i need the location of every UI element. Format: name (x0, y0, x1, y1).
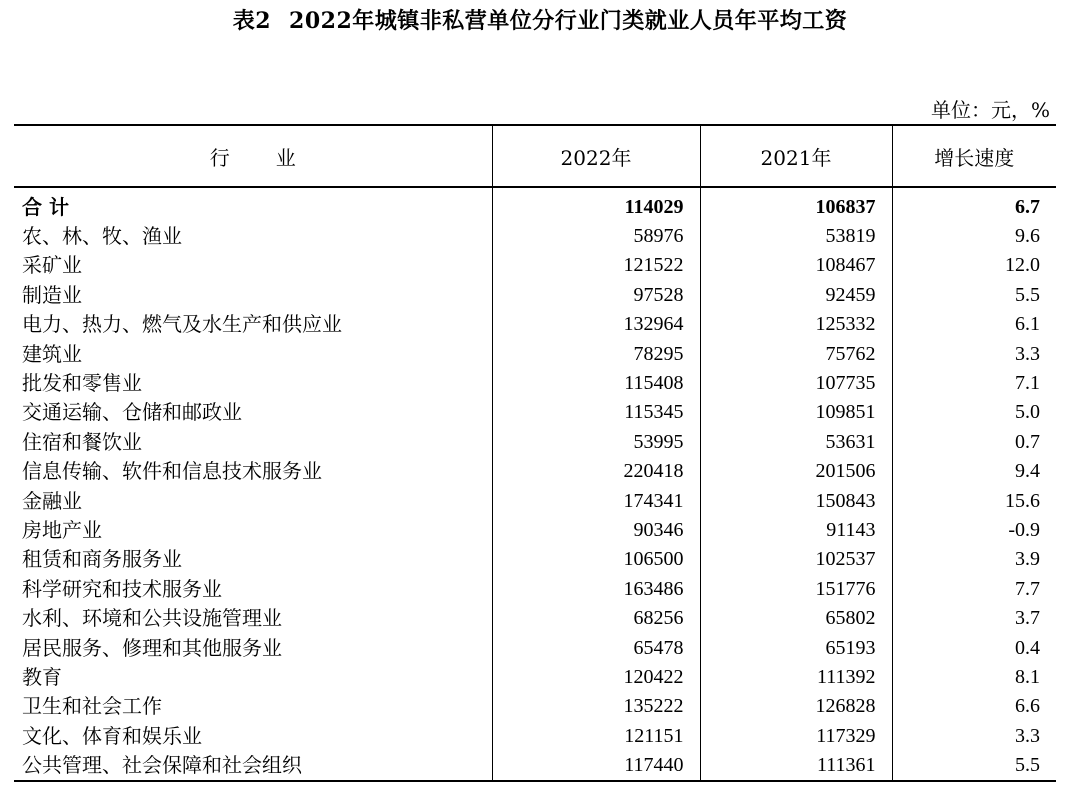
wage-2021: 102537 (700, 545, 892, 574)
industry-name: 租赁和商务服务业 (22, 547, 182, 572)
table-row (14, 692, 1056, 721)
growth-rate: 6.1 (892, 310, 1056, 339)
industry-name: 电力、热力、燃气及水生产和供应业 (22, 312, 342, 337)
table-row (14, 721, 1056, 750)
wage-2021: 201506 (700, 457, 892, 486)
industry-name: 水利、环境和公共设施管理业 (22, 606, 282, 631)
wage-2021: 92459 (700, 280, 892, 309)
industry-name: 农、林、牧、渔业 (22, 224, 182, 249)
wage-2022: 68256 (492, 603, 700, 632)
wage-2021: 75762 (700, 339, 892, 368)
wage-2022: 114029 (492, 187, 700, 221)
growth-rate: 3.3 (892, 339, 1056, 368)
growth-rate: 7.7 (892, 574, 1056, 603)
growth-rate: 0.4 (892, 633, 1056, 662)
wage-2021: 125332 (700, 310, 892, 339)
table-row (14, 486, 1056, 515)
growth-rate: 6.7 (892, 187, 1056, 221)
industry-name: 居民服务、修理和其他服务业 (22, 635, 282, 660)
table-number: 表2 (232, 8, 272, 34)
table-row (14, 221, 1056, 250)
table-row (14, 280, 1056, 309)
header-industry: 行 业 (14, 125, 492, 187)
wage-2022: 65478 (492, 633, 700, 662)
wage-2021: 111392 (700, 662, 892, 691)
growth-rate: 0.7 (892, 427, 1056, 456)
wage-2021: 150843 (700, 486, 892, 515)
table-row (14, 251, 1056, 280)
header-2021: 2021年 (700, 125, 892, 187)
wage-2022: 120422 (492, 662, 700, 691)
industry-name: 金融业 (22, 488, 82, 513)
table-row (14, 398, 1056, 427)
wage-2022: 115408 (492, 368, 700, 397)
wage-2021: 109851 (700, 398, 892, 427)
wage-2022: 115345 (492, 398, 700, 427)
wage-2022: 174341 (492, 486, 700, 515)
table-row (14, 545, 1056, 574)
wage-table (14, 124, 1056, 782)
industry-name: 住宿和餐饮业 (22, 429, 142, 454)
table-row (14, 457, 1056, 486)
header-2022: 2022年 (492, 125, 700, 187)
table-row (14, 515, 1056, 544)
growth-rate: 6.6 (892, 692, 1056, 721)
wage-2022: 106500 (492, 545, 700, 574)
industry-name: 合 计 (22, 194, 69, 219)
wage-2021: 107735 (700, 368, 892, 397)
table-row (14, 603, 1056, 632)
industry-name: 制造业 (22, 282, 82, 307)
growth-rate: -0.9 (892, 515, 1056, 544)
industry-name: 批发和零售业 (22, 371, 142, 396)
wage-2022: 220418 (492, 457, 700, 486)
growth-rate: 5.5 (892, 280, 1056, 309)
table-row (14, 368, 1056, 397)
wage-2021: 65802 (700, 603, 892, 632)
wage-2022: 121522 (492, 251, 700, 280)
wage-2022: 132964 (492, 310, 700, 339)
industry-name: 教育 (22, 664, 62, 689)
wage-2022: 58976 (492, 221, 700, 250)
industry-name: 建筑业 (22, 341, 82, 366)
growth-rate: 5.0 (892, 398, 1056, 427)
wage-2022: 117440 (492, 750, 700, 780)
wage-2021: 91143 (700, 515, 892, 544)
table-row (14, 427, 1056, 456)
header-growth: 增长速度 (892, 125, 1056, 187)
wage-2021: 65193 (700, 633, 892, 662)
wage-2021: 53819 (700, 221, 892, 250)
wage-2021: 106837 (700, 187, 892, 221)
growth-rate: 15.6 (892, 486, 1056, 515)
table-row (14, 574, 1056, 603)
table-title-text: 2022年城镇非私营单位分行业门类就业人员年平均工资 (289, 8, 848, 34)
table-row (14, 633, 1056, 662)
industry-name: 卫生和社会工作 (22, 694, 162, 719)
growth-rate: 3.7 (892, 603, 1056, 632)
wage-2022: 163486 (492, 574, 700, 603)
wage-2021: 111361 (700, 750, 892, 780)
table-header (14, 125, 1056, 187)
industry-name: 交通运输、仓储和邮政业 (22, 400, 242, 425)
wage-2022: 135222 (492, 692, 700, 721)
table-body (14, 187, 1056, 781)
industry-name: 公共管理、社会保障和社会组织 (14, 750, 492, 780)
wage-2022: 90346 (492, 515, 700, 544)
growth-rate: 9.6 (892, 221, 1056, 250)
wage-2022: 53995 (492, 427, 700, 456)
unit-note: 单位：元，% (930, 98, 1050, 122)
wage-2021: 53631 (700, 427, 892, 456)
growth-rate: 8.1 (892, 662, 1056, 691)
total-row (14, 187, 1056, 221)
wage-2022: 121151 (492, 721, 700, 750)
table-row (14, 662, 1056, 691)
wage-2021: 151776 (700, 574, 892, 603)
industry-name: 科学研究和技术服务业 (22, 576, 222, 601)
industry-name: 采矿业 (22, 253, 82, 278)
growth-rate: 7.1 (892, 368, 1056, 397)
wage-2021: 108467 (700, 251, 892, 280)
growth-rate: 12.0 (892, 251, 1056, 280)
industry-name: 文化、体育和娱乐业 (22, 723, 202, 748)
wage-2022: 78295 (492, 339, 700, 368)
wage-2021: 117329 (700, 721, 892, 750)
wage-2022: 97528 (492, 280, 700, 309)
growth-rate: 3.3 (892, 721, 1056, 750)
growth-rate: 3.9 (892, 545, 1056, 574)
wage-2021: 126828 (700, 692, 892, 721)
page-title (0, 4, 1080, 35)
table-row (14, 339, 1056, 368)
industry-name: 房地产业 (22, 517, 102, 542)
table-row (14, 750, 1056, 780)
industry-name: 信息传输、软件和信息技术服务业 (22, 459, 322, 484)
table-row (14, 310, 1056, 339)
growth-rate: 9.4 (892, 457, 1056, 486)
growth-rate: 5.5 (892, 750, 1056, 780)
